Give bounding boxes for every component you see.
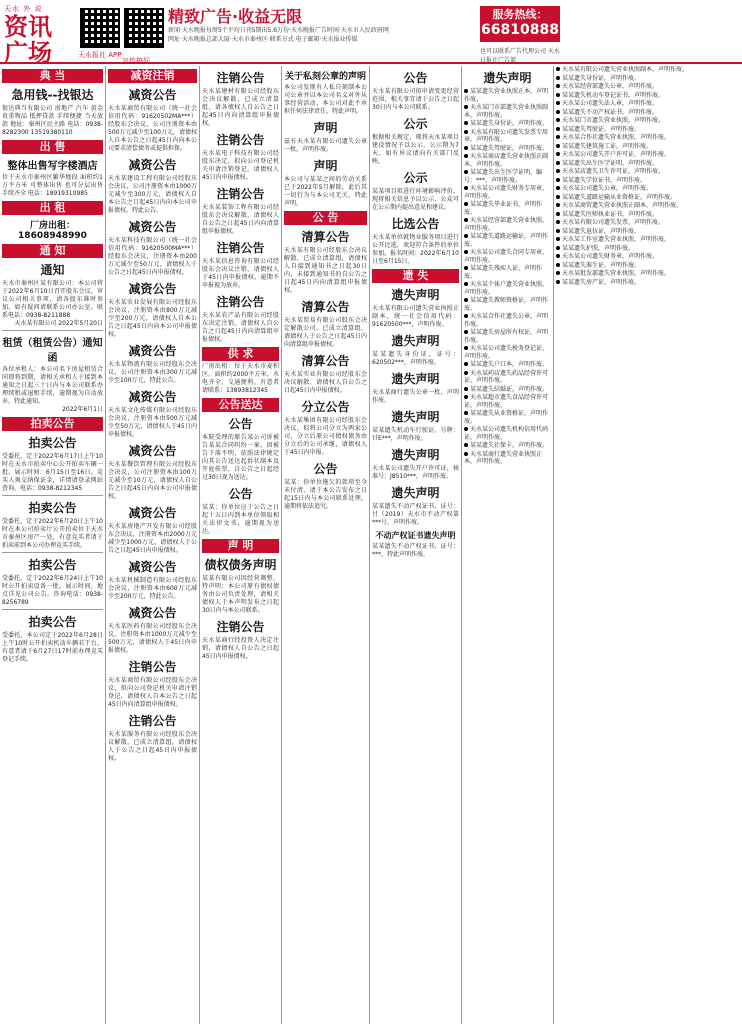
list-item: [464, 329, 551, 344]
ad-text: 某某：你单位拖欠的款项至今未付清，请于本公告发布之日起15日内与本公司联系处理，逾期将依法追究。: [284, 479, 367, 510]
column-7: [554, 66, 742, 1024]
ad-title: 厂房出租：18608948990: [18, 221, 87, 241]
ad-title: 减资公告: [128, 282, 177, 296]
list-item: [556, 211, 740, 219]
list-item-text: 天水某商贸遗失营业执照正副本，声明作废。: [562, 202, 683, 209]
ad-title: 遗失声明: [391, 288, 440, 302]
divider: [2, 495, 103, 496]
bullet-icon: [464, 202, 468, 206]
list-item: [464, 345, 551, 360]
list-item-text: 天水某经营部遗失公章，声明作废。: [562, 83, 659, 90]
bullet-icon: [556, 76, 560, 80]
ad-text: 天水某商行遗失公章一枚，声明作废。: [372, 389, 459, 404]
bullet-icon: [556, 169, 560, 173]
bullet-icon: [464, 234, 468, 238]
bullet-icon: [464, 89, 468, 93]
list-item-text: 天水某公司遗失公章，声明作废。: [562, 185, 653, 192]
brand-title-line1: 资讯: [4, 12, 52, 41]
ad-text: 天水某物流有限公司经股东会决议，公司注册资本由300万元减少至100万元，特此公告。: [108, 361, 197, 384]
ad-text: 某某遗失机动车行驶证，号牌：甘E***，声明作废。: [372, 427, 459, 442]
bullet-icon: [556, 67, 560, 71]
list-item-text: 某某遗失出生医学证明，编号：***，声明作废。: [464, 169, 543, 184]
header-slogan: 精致广告·收益无限: [168, 7, 303, 26]
ad-title: 急用钱--找银达: [11, 88, 94, 102]
list-item-text: 天水某批发部遗失营业执照，声明作废。: [562, 270, 671, 277]
ad-title: 公告: [228, 487, 253, 501]
ad-title: 通知: [40, 263, 65, 277]
ad-text: 天水某服务有限公司经股东会决议解散，已成立清算组，请债权人于公告之日起45日内申报债权。: [108, 731, 197, 762]
ad-title: 拍卖公告: [28, 436, 77, 450]
ad-title: 公告: [313, 462, 338, 476]
list-item-text: 某某遗失道路运输证，声明作废。: [464, 233, 549, 248]
ad-title: 声明: [313, 121, 338, 135]
bullet-icon: [556, 246, 560, 250]
ad-title: 注销公告: [216, 620, 265, 634]
list-item-text: 某某遗失身份证，声明作废。: [562, 74, 641, 82]
bullet-icon: [464, 218, 468, 222]
ad-title: 遗失声明: [483, 71, 532, 85]
ad-title: 债权债务声明: [204, 558, 277, 572]
list-item-text: 某某遗失驾驶证，声明作废。: [470, 144, 549, 152]
divider: [2, 330, 103, 331]
list-item: [464, 361, 551, 369]
ad-signature: 2022年6月1日: [62, 406, 103, 413]
bullet-icon: [464, 186, 468, 190]
ad-text: 各位承租人：本公司名下房屋租赁合同即将到期，请相关承租人于接到本通知之日起三十日内与本公司联系办理续租或退租手续，逾期视为自动放弃。特此通知。: [2, 366, 103, 405]
ad-text: 本公司与某某之间的劳动关系已于2022年5月解除，此后其一切行为与本公司无关，特此声明。: [284, 176, 367, 207]
brand-small: 天水 外 说: [4, 5, 43, 13]
ad-title: 注销公告: [128, 660, 177, 674]
ad-title: 减资公告: [128, 390, 177, 404]
ad-text: 天水某商贸有限公司（统一社会信用代码：91620502MA***）经股东会决议，公司注册资本由500万元减少至100万元，请债权人自本公告之日起45日内向本公司要求清偿债务或提供担保。: [108, 105, 197, 152]
list-item: [464, 129, 551, 144]
list-item-text: 天水某公司遗失税务登记证，声明作废。: [464, 345, 549, 360]
qr-code-icon: [124, 8, 164, 48]
list-item-text: 天水某有限公司遗失发票，声明作废。: [562, 219, 665, 226]
list-item: [556, 262, 740, 270]
bullet-icon: [556, 84, 560, 88]
list-item: [464, 153, 551, 168]
qr-caption: 宣传搞好: [122, 57, 150, 65]
list-item: [556, 134, 740, 142]
ad-text: 某某遗失不动产权证书，证号：甘（2019）天水市不动产权第***号，声明作废。: [372, 503, 459, 526]
list-item: [464, 313, 551, 328]
bullet-icon: [556, 280, 560, 284]
list-item-text: 某某遗失身份证，声明作废。: [470, 120, 549, 127]
list-item-text: 某某遗失道路运输从业资格证，声明作废。: [562, 193, 677, 201]
bullet-icon: [556, 161, 560, 165]
bullet-icon: [464, 146, 468, 150]
list-item-text: 天水某公司遗失合同专用章，声明作废。: [464, 249, 549, 264]
bullet-icon: [464, 266, 468, 270]
list-item: [464, 120, 551, 128]
bullet-icon: [556, 212, 560, 216]
list-item-text: 某某遗失驾驶证，声明作废。: [562, 125, 641, 133]
ad-title: 减资公告: [128, 88, 177, 102]
bullet-icon: [556, 144, 560, 148]
ad-title: 注销公告: [216, 241, 265, 255]
list-item-text: 天水某公司遗失财务章，声明作废。: [562, 253, 659, 260]
category-notice: 通 知: [2, 244, 103, 258]
bullet-icon: [464, 314, 468, 318]
ad-text: 天水某实业有限公司经股东会决议解散，请债权人自公告之日起45日内申报债权。: [284, 371, 367, 394]
column-1: [0, 66, 106, 1024]
list-item: [556, 117, 740, 125]
ad-text: 天水某机械制造有限公司经股东会决议，注册资本由600万元减少至200万元，特此公告。: [108, 577, 197, 600]
list-item-text: 某某遗失教师资格证，声明作废。: [464, 297, 549, 312]
ad-title: 减资公告: [128, 220, 177, 234]
category-auction: 拍卖公告: [2, 417, 103, 431]
list-item-text: 天水某药店遗失药品经营许可证，声明作废。: [464, 369, 549, 384]
list-item: [464, 410, 551, 425]
divider: [2, 552, 103, 553]
list-item-text: 某某遗失从业资格证，声明作废。: [464, 410, 549, 425]
list-item: [556, 126, 740, 134]
ad-text: 天水某商行经投资人决定注销，请债权人自公告之日起45日内申报债权。: [202, 637, 279, 660]
bullet-icon: [556, 254, 560, 258]
list-item: [556, 245, 740, 253]
bullet-icon: [556, 220, 560, 224]
list-item: [556, 92, 740, 100]
list-item: [556, 202, 740, 210]
ad-text: 天水某公司遗失开户许可证，核准号：J8510***，声明作废。: [372, 465, 459, 480]
list-item-text: 天水某个体户遗失营业执照，声明作废。: [464, 281, 549, 296]
ad-title: 减资公告: [128, 560, 177, 574]
qr-code-icon: [80, 8, 120, 48]
list-item-text: 天水某公司遗失财务专用章，声明作废。: [464, 185, 549, 200]
bullet-icon: [464, 427, 468, 431]
list-item: [556, 66, 740, 74]
list-item: [556, 228, 740, 236]
list-item: [464, 201, 551, 216]
page-header: [0, 0, 742, 67]
bullet-icon: [464, 452, 468, 456]
ad-title: 分立公告: [301, 400, 350, 414]
list-item-text: 某某遗失房屋所有权证，声明作废。: [464, 329, 549, 344]
bullet-icon: [556, 271, 560, 275]
ad-title: 声明: [313, 159, 338, 173]
ad-text: 天水某有限公司经股东会决议解散，已成立清算组，请债权人自接到通知书之日起30日内，未接到通知书的自公告之日起45日内向清算组申报债权。: [284, 247, 367, 294]
bullet-icon: [556, 178, 560, 182]
ad-title: 注销公告: [216, 187, 265, 201]
ad-title: 拍卖公告: [28, 615, 77, 629]
ad-text: 某某项目拟进行环境影响评价，现将相关信息予以公示，公众可在公示期内提出意见和建议。: [372, 188, 459, 211]
bullet-icon: [556, 93, 560, 97]
category-service-notice: 公告送达: [202, 398, 279, 412]
bullet-icon: [556, 110, 560, 114]
ad-text: 某某有限公司因经营调整，特声明：本公司原有债权债务由公司负责处理，请相关债权人于本声明发布之日起30日内与本公司联系。: [202, 575, 279, 614]
ad-title: 比选公告: [391, 217, 440, 231]
list-item-text: 某某遗失不动产权证书，声明作废。: [562, 108, 659, 116]
list-item: [556, 109, 740, 117]
ad-title: 遗失声明: [391, 372, 440, 386]
list-item: [464, 281, 551, 296]
ad-title: 租赁（租赁公告）通知函: [2, 338, 103, 364]
ad-title: 关于私刻公章的声明: [284, 72, 366, 82]
ad-title: 遗失声明: [391, 448, 440, 462]
list-item: [464, 426, 551, 441]
ad-text: 受委托，本公司定于2022年6月28日上午10时公开拍卖机动车辆若干台，有意者请于6月27日17时前办理竞买登记手续。: [2, 632, 103, 663]
list-item-text: 某某遗失毕业证书，声明作废。: [464, 201, 543, 216]
list-item-text: 天水某商店遗失营业执照正副本，声明作废。: [464, 153, 549, 168]
list-item-text: 某某遗失护照，声明作废。: [562, 244, 635, 252]
list-item-text: 天水某公司遗失机构信用代码证，声明作废。: [464, 426, 549, 441]
qr-caption: 天水报社 APP: [78, 51, 122, 59]
ad-title: 公示: [403, 171, 428, 185]
hotline-box: [480, 6, 560, 42]
list-item-text: 某某遗失房产证，声明作废。: [562, 278, 641, 286]
ad-text: 天水某农产品有限公司经股东决定注销，请债权人自公告之日起45日内向清算组申报债权。: [202, 312, 279, 343]
list-item-text: 天水某公司遗失法人章，声明作废。: [562, 100, 659, 107]
list-item: [556, 279, 740, 287]
ad-text: 天水某集团有限公司经股东会决议，拟将公司分立为两家公司，分立后原公司债权债务由分立后的公司承继，请债权人于45日内申报。: [284, 417, 367, 456]
bullet-icon: [464, 387, 468, 391]
ad-text: 天水某科技有限公司（统一社会信用代码：91620500MA***）经股东会决议，注册资本由200万元减少至50万元，请债权人于公告之日起45日内申报债权。: [108, 237, 197, 276]
ad-text: 某某遗失不动产权证书，证号：***，特此声明作废。: [372, 543, 459, 558]
lost-list: [556, 66, 740, 286]
category-announcement: 公 告: [284, 211, 367, 225]
ad-title: 遗失声明: [391, 486, 440, 500]
list-item: [556, 83, 740, 91]
ad-text: 天水某餐饮管理有限公司经股东会决议，公司注册资本由100万元减少至10万元，请债权人自公告之日起45日内向本公司申报债权。: [108, 461, 197, 500]
bullet-icon: [464, 330, 468, 334]
ad-title: 拍卖公告: [28, 558, 77, 572]
bullet-icon: [464, 395, 468, 399]
bullet-icon: [464, 411, 468, 415]
category-sale: 出 售: [2, 140, 103, 154]
ad-title: 减资公告: [128, 444, 177, 458]
bullet-icon: [556, 263, 560, 267]
ad-title: 清算公告: [301, 300, 350, 314]
category-lost: 遗 失: [372, 269, 459, 283]
ad-text: 本院受理的原告某公司诉被告某某合同纠纷一案，因被告下落不明，依照法律规定向其公告送达起诉状副本及开庭传票，自公告之日起经过30日视为送达。: [202, 434, 279, 481]
list-item: [556, 253, 740, 261]
list-item-text: 某某遗失医师执业证书，声明作废。: [562, 210, 659, 218]
list-item-text: 某某遗失出生医学证明，声明作废。: [562, 159, 659, 167]
list-item-text: 某某遗失退伍证，声明作废。: [562, 227, 641, 235]
ad-text: 天水某单位就物业服务项目进行公开比选，欢迎符合条件的单位参加。报名时间：2022年6月10日至6月15日。: [372, 234, 459, 265]
ad-title: 公示: [403, 117, 428, 131]
list-item-text: 某某遗失机动车登记证书，声明作废。: [562, 91, 665, 99]
ad-text: 厂房出租：位于天水市麦积区，面积约2000平方米，水电齐全，交通便利。有意者请联系：13893812345: [202, 363, 279, 394]
brand-logo: [4, 4, 76, 67]
bullet-icon: [464, 443, 468, 447]
column-4: [282, 66, 370, 1024]
ad-text: 位于天水市秦州区繁华地段 面积约1万平方米 可整体出售 也可分层出售 手续齐全 电话：18919310985: [2, 174, 103, 197]
list-item: [464, 394, 551, 409]
bullet-icon: [464, 154, 468, 158]
ad-title: 遗失声明: [391, 410, 440, 424]
list-item: [464, 451, 551, 466]
list-item: [556, 168, 740, 176]
bullet-icon: [556, 101, 560, 105]
ad-text: 天水某医药有限公司经股东会决议，注册资本由1000万元减少至500万元，请债权人于45日内申报债权。: [108, 623, 197, 654]
bullet-icon: [556, 237, 560, 241]
ad-text: 天水某装饰工程有限公司经股东会决议解散，请债权人自公告之日起45日内向清算组申报债权。: [202, 204, 279, 235]
category-statement: 声 明: [202, 539, 279, 553]
ad-text: 天水市秦州区某有限公司：本公司将于2022年6月10日召开股东会议，审议公司相关事项，请各股东准时参加。如有疑问请联系公司办公室。联系电话：0938-8211888: [2, 280, 103, 319]
ad-text: 天水某农业发展有限公司经股东会决议，注册资本由800万元减少至200万元，请债权人自本公告之日起45日内向本公司申报债权。: [108, 299, 197, 338]
header-subline-1: 新闻·天水晚报每周5个平均日刊5期出5.6万份·天水晚报广告时间·天水市人民政府网: [168, 27, 389, 34]
lost-list: [464, 88, 551, 466]
list-item: [556, 160, 740, 168]
ad-text: 某某：你单位应于公告之日起十五日内到本单位领取相关法律文书，逾期视为送达。: [202, 504, 279, 535]
col2-list: [108, 86, 197, 763]
list-item: [464, 386, 551, 394]
ad-title: 不动产权证书遗失声明: [375, 531, 456, 540]
ad-text: 天水某贸易有限公司股东会决定解散公司，已成立清算组，请债权人于公告之日起45日内向清算组申报债权。: [284, 317, 367, 348]
list-item-text: 某某遗失营业执照正本，声明作废。: [464, 88, 549, 103]
ad-title: 清算公告: [301, 354, 350, 368]
list-item: [464, 370, 551, 385]
bullet-icon: [464, 346, 468, 350]
brand-title-line2: 广场: [4, 38, 52, 67]
column-3: [200, 66, 282, 1024]
list-item: [464, 297, 551, 312]
category-supply: 供 求: [202, 347, 279, 361]
list-item: [556, 185, 740, 193]
list-item-text: 某某遗失学位证书，声明作废。: [562, 176, 647, 184]
column-5: [370, 66, 462, 1024]
category-rent: 出 租: [2, 201, 103, 215]
list-item-text: 天水某超市遗失食品经营许可证，声明作废。: [464, 394, 549, 409]
list-item-text: 天水某经营部遗失营业执照，声明作废。: [464, 217, 549, 232]
ad-title: 减资公告: [128, 158, 177, 172]
ad-text: 天水某建材有限公司经股东会决议解散，已成立清算组，请各债权人自公告之日起45日内向清算组申报债权。: [202, 88, 279, 127]
list-item: [464, 169, 551, 184]
list-item: [556, 143, 740, 151]
list-item: [464, 249, 551, 264]
ad-text: 根据相关规定，现将天水某项目建设情况予以公示，公示期为7天，如有异议请向有关部门反映。: [372, 134, 459, 165]
list-item: [556, 194, 740, 202]
ad-text: 受委托，定于2022年6月17日上午10时在天水市拍卖中心公开拍卖车辆一批。展示时间：6月15日至16日。竞买人须交纳保证金，详情请登录网站查询。电话：0938-8212345: [2, 453, 103, 492]
bullet-icon: [464, 170, 468, 174]
list-item: [464, 185, 551, 200]
bullet-icon: [464, 121, 468, 125]
list-item-text: 天水某门市部遗失营业执照副本，声明作废。: [464, 104, 549, 119]
list-item-text: 某某遗失建筑施工证，声明作废。: [562, 142, 653, 150]
ad-title: 拍卖公告: [28, 501, 77, 515]
bullet-icon: [464, 250, 468, 254]
list-item-text: 某某遗失户口本，声明作废。: [470, 361, 549, 368]
list-item-text: 天水某商行遗失营业执照正本，声明作废。: [464, 450, 543, 465]
bullet-icon: [464, 130, 468, 134]
list-item-text: 天水某门市遗失营业执照，声明作废。: [562, 117, 665, 124]
category-pawn: 典 当: [2, 69, 103, 83]
bullet-icon: [556, 135, 560, 139]
divider: [2, 609, 103, 610]
list-item: [556, 75, 740, 83]
list-item: [464, 145, 551, 153]
list-item-text: 某某遗失结婚证，声明作废。: [470, 385, 549, 393]
category-capital-reduction: 减资注销: [108, 69, 197, 83]
ad-title: 注销公告: [216, 295, 265, 309]
list-item-text: 某某遗失准生证，声明作废。: [562, 261, 641, 269]
ad-title: 减资公告: [128, 506, 177, 520]
bullet-icon: [556, 118, 560, 122]
ad-text: 天水某文化传媒有限公司经股东会决议，注册资本由500万元减少至50万元，请债权人于45日内申报债权。: [108, 407, 197, 438]
ad-title: 注销公告: [216, 133, 265, 147]
ad-title: 减资公告: [128, 344, 177, 358]
list-item: [464, 442, 551, 450]
ad-text: 天水某信息咨询有限公司经股东会决议注销，请债权人于45日内申报债权，逾期不申报视为放弃。: [202, 258, 279, 289]
ad-title: 整体出售写字楼酒店: [7, 161, 98, 172]
header-subline-2: 网址·天水晚报总部大厦·天水市秦州区·联系方式·电子邮箱·天水报业传媒: [168, 36, 358, 43]
list-item-text: 某某遗失社保卡，声明作废。: [470, 442, 549, 449]
ad-signature: 天水某有限公司 2022年5月20日: [14, 320, 103, 327]
ad-text: 天水某商贸有限公司经股东会决议，拟向公司登记机关申请注销登记，请债权人自本公告之日起45日内向清算组申报债权。: [108, 677, 197, 708]
bullet-icon: [556, 186, 560, 190]
ad-text: 某某遗失身份证，证号：620502***，声明作废。: [372, 351, 459, 366]
list-item: [556, 177, 740, 185]
hotline-sub: 也可以联系广告代理公司 天水日报社广告部: [480, 48, 560, 64]
bullet-icon: [556, 195, 560, 199]
list-item: [464, 88, 551, 103]
ad-text: 银达典当有限公司 房地产 汽车 黄金 贵重物品 抵押贷款 手续便捷 当天放款 地址：秦州区民主路 电话：0938-8282300 13519380110: [2, 105, 103, 136]
bullet-icon: [464, 282, 468, 286]
list-item-text: 天水某店遗失卫生许可证，声明作废。: [562, 168, 665, 175]
hotline-label: 服务热线：: [492, 8, 548, 21]
ad-text: 兹有天水某有限公司遗失公章一枚，声明作废。: [284, 138, 367, 153]
ad-text: 天水某建设工程有限公司经股东会决议，公司注册资本由1000万元减少至300万元，请债权人自本公告之日起45日内向本公司申报债权。特此公告。: [108, 175, 197, 214]
bullet-icon: [464, 362, 468, 366]
list-item: [556, 236, 740, 244]
ad-title: 公告: [228, 417, 253, 431]
list-item-text: 天水某公司遗失开户许可证，声明作废。: [562, 151, 671, 158]
bullet-icon: [464, 371, 468, 375]
list-item-text: 某某遗失残疾人证，声明作废。: [464, 265, 543, 280]
list-item: [464, 233, 551, 248]
ad-title: 注销公告: [128, 714, 177, 728]
list-item: [556, 219, 740, 227]
ad-title: 注销公告: [216, 71, 265, 85]
list-item-text: 天水某有限公司遗失营业执照副本，声明作废。: [562, 66, 689, 73]
ad-title: 清算公告: [301, 230, 350, 244]
list-item: [556, 100, 740, 108]
list-item-text: 天水某合作社遗失营业执照，声明作废。: [562, 134, 671, 141]
list-item: [556, 151, 740, 159]
ad-title: 公告: [403, 71, 428, 85]
ad-text: 本公司发现有人私自刻制本公司公章并以本公司名义对外从事经营活动，本公司对此不承担任何法律责任，特此声明。: [284, 84, 367, 115]
list-item: [556, 270, 740, 278]
list-item-text: 天水某合作社遗失公章，声明作废。: [464, 313, 549, 328]
ad-title: 遗失声明: [391, 334, 440, 348]
list-item-text: 天水某有限公司遗失发票专用章，声明作废。: [464, 128, 549, 143]
bullet-icon: [464, 298, 468, 302]
ad-title: 减资公告: [128, 606, 177, 620]
bullet-icon: [556, 203, 560, 207]
ad-text: 受委托，定于2022年6月20日上午10时在本公司拍卖厅公开拍卖位于天水市秦州区房产一处，有意竞买者请于拍卖前到本公司办理竞买手续。: [2, 518, 103, 549]
column-6: [462, 66, 554, 1024]
hotline-number: 66810888: [481, 22, 559, 38]
bullet-icon: [556, 152, 560, 156]
ad-text: 天水某电子科技有限公司经股东决定，拟向公司登记机关申请注销登记，请债权人45日内申报债权。: [202, 150, 279, 181]
list-item: [464, 265, 551, 280]
ad-text: 天水某有限公司遗失营业执照正副本，统一社会信用代码：91620500***，声明作废。: [372, 305, 459, 328]
ad-text: 天水某有限公司拟申请变更经营范围，相关事宜请于公告之日起30日内与本公司联系。: [372, 88, 459, 111]
ad-text: 天水某房地产开发有限公司经股东会决议，注册资本由2000万元减少至1000万元，请债权人于公告之日起45日内申报债权。: [108, 523, 197, 554]
column-2: [106, 66, 200, 1024]
bullet-icon: [556, 127, 560, 131]
list-item: [464, 104, 551, 119]
bullet-icon: [556, 229, 560, 233]
list-item: [464, 217, 551, 232]
list-item-text: 天水某工作室遗失营业执照，声明作废。: [562, 236, 671, 243]
bullet-icon: [464, 105, 468, 109]
header-subline: [168, 26, 478, 44]
ad-text: 受委托，定于2022年6月24日上午10时公开拍卖设备一批，展示时间、地点详见公司公告。咨询电话：0938-8256789: [2, 575, 103, 606]
